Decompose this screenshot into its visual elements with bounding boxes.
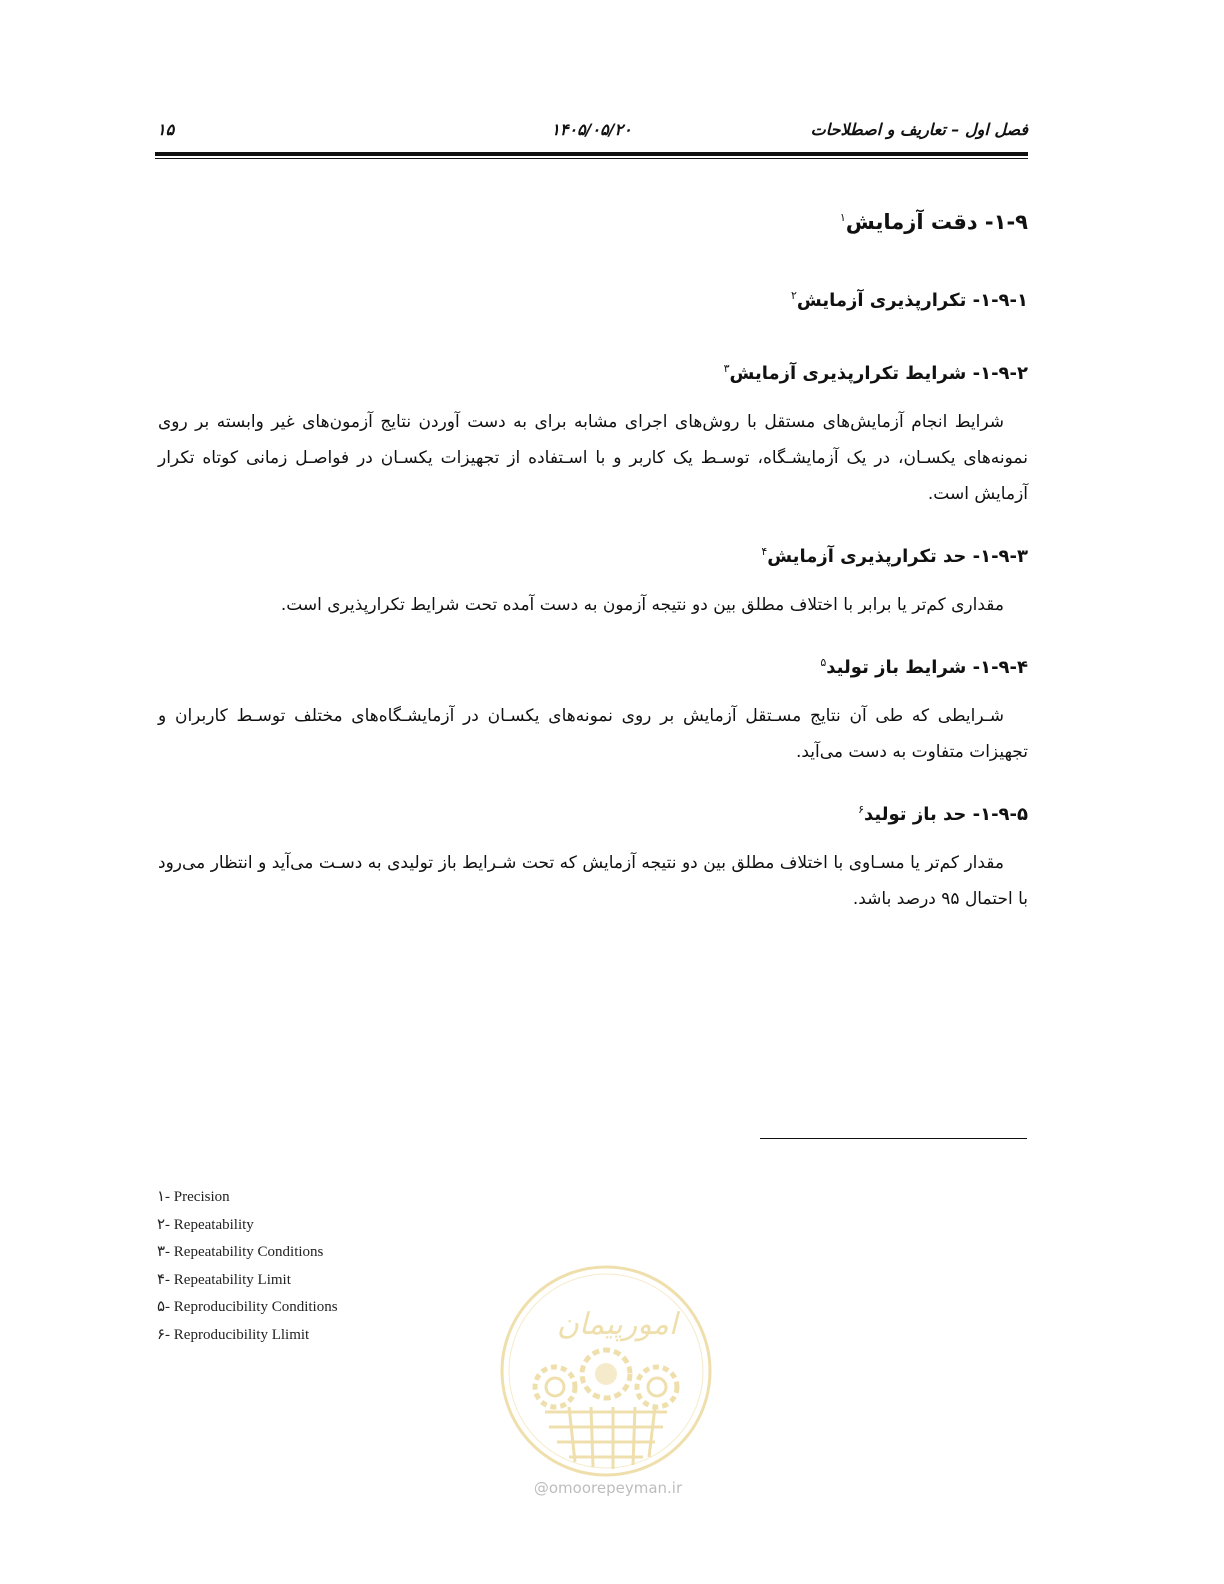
heading-text: ۱-۹-۲- شرایط تکرارپذیری آزمایش [729,363,1028,384]
footnote-item: ۴- Repeatability Limit [157,1271,291,1288]
page-header [155,118,1028,146]
footnote-ref: ۵ [820,656,827,669]
section-heading-precision [158,196,1028,244]
section-heading-repeatability [158,274,1028,323]
footnote-item: ۳- Repeatability Conditions [157,1244,324,1260]
watermark-logo-text: امورپیمان [556,1307,678,1342]
paragraph-repeatability-conditions: شرایط انجام آزمایش‌های مستقل با روش‌های اجرای مشابه برای به دست آوردن نتایج آزمون‌های غیر وابسته بر روی نمونه‌های یکسـان، در یک آزمایشـگاه، توسـط یک کاربر و با اسـتفاده از تجهیزات یکسـان در فواصـل زمانی کوتاه تکرار آزمایش است. [158,412,1028,504]
section-heading-reproducibility-limit [158,788,1028,837]
section-heading-reproducibility-conditions [158,641,1028,690]
watermark-logo-icon [497,1262,715,1480]
paragraph-repeatability-limit: مقداری کم‌تر یا برابر با اختلاف مطلق بین دو نتیجه آزمون به دست آمده تحت شرایط تکرارپذیری است. [280,595,1004,615]
paragraph-reproducibility-conditions: شـرایطی که طی آن نتایج مسـتقل آزمایش بر روی نمونه‌های یکسـان در آزمایشـگاه‌های مختلف توسـط کاربران و تجهیزات متفاوت به دست می‌آید. [158,706,1028,762]
footnote-item: ۵- Reproducibility Conditions [157,1299,338,1315]
heading-text: ۱-۹-۴- شرایط باز تولید [826,657,1028,678]
footnotes [157,1184,338,1349]
footnote-ref: ۴ [761,545,768,558]
footnote-ref: ۲ [790,289,797,302]
page-content [158,196,1028,935]
heading-text: ۱-۹-۵- حد باز تولید [864,804,1028,825]
footnote-item: ۲- Repeatability [157,1216,254,1233]
footnote-ref: ۶ [858,803,865,816]
heading-text: ۱-۹- دقت آزمایش [845,210,1028,234]
page-number: ۱۵ [157,120,175,139]
section-heading-repeatability-limit [158,530,1028,579]
section-reproducibility-limit [158,788,1028,917]
footnote-item: ۱- Precision [157,1189,230,1205]
heading-text: ۱-۹-۱- تکرارپذیری آزمایش [796,290,1028,311]
watermark-site-text: @omoorepeyman.ir [533,1479,683,1497]
chapter-title: فصل اول – تعاریف و اصطلاحات [810,120,1028,139]
section-reproducibility-conditions [158,641,1028,770]
section-repeatability-conditions [158,347,1028,512]
section-heading-repeatability-conditions [158,347,1028,396]
paragraph-reproducibility-limit: مقدار کم‌تر یا مسـاوی با اختلاف مطلق بین دو نتیجه آزمایش که تحت شـرایط باز تولیدی به دسـت می‌آید و انتظار می‌رود با احتمال ۹۵ درصد باشد. [158,853,1028,909]
footnote-ref: ۳ [723,362,730,375]
footnote-ref: ۱ [839,211,846,224]
heading-text: ۱-۹-۳- حد تکرارپذیری آزمایش [767,546,1028,567]
header-rule-thick [155,152,1028,156]
header-rule-thin [155,158,1028,159]
header-date: ۱۴۰۵/۰۵/۲۰ [551,120,632,139]
footnote-separator [760,1138,1027,1139]
section-repeatability-limit [158,530,1028,623]
footnote-item: ۶- Reproducibility Llimit [157,1326,310,1343]
